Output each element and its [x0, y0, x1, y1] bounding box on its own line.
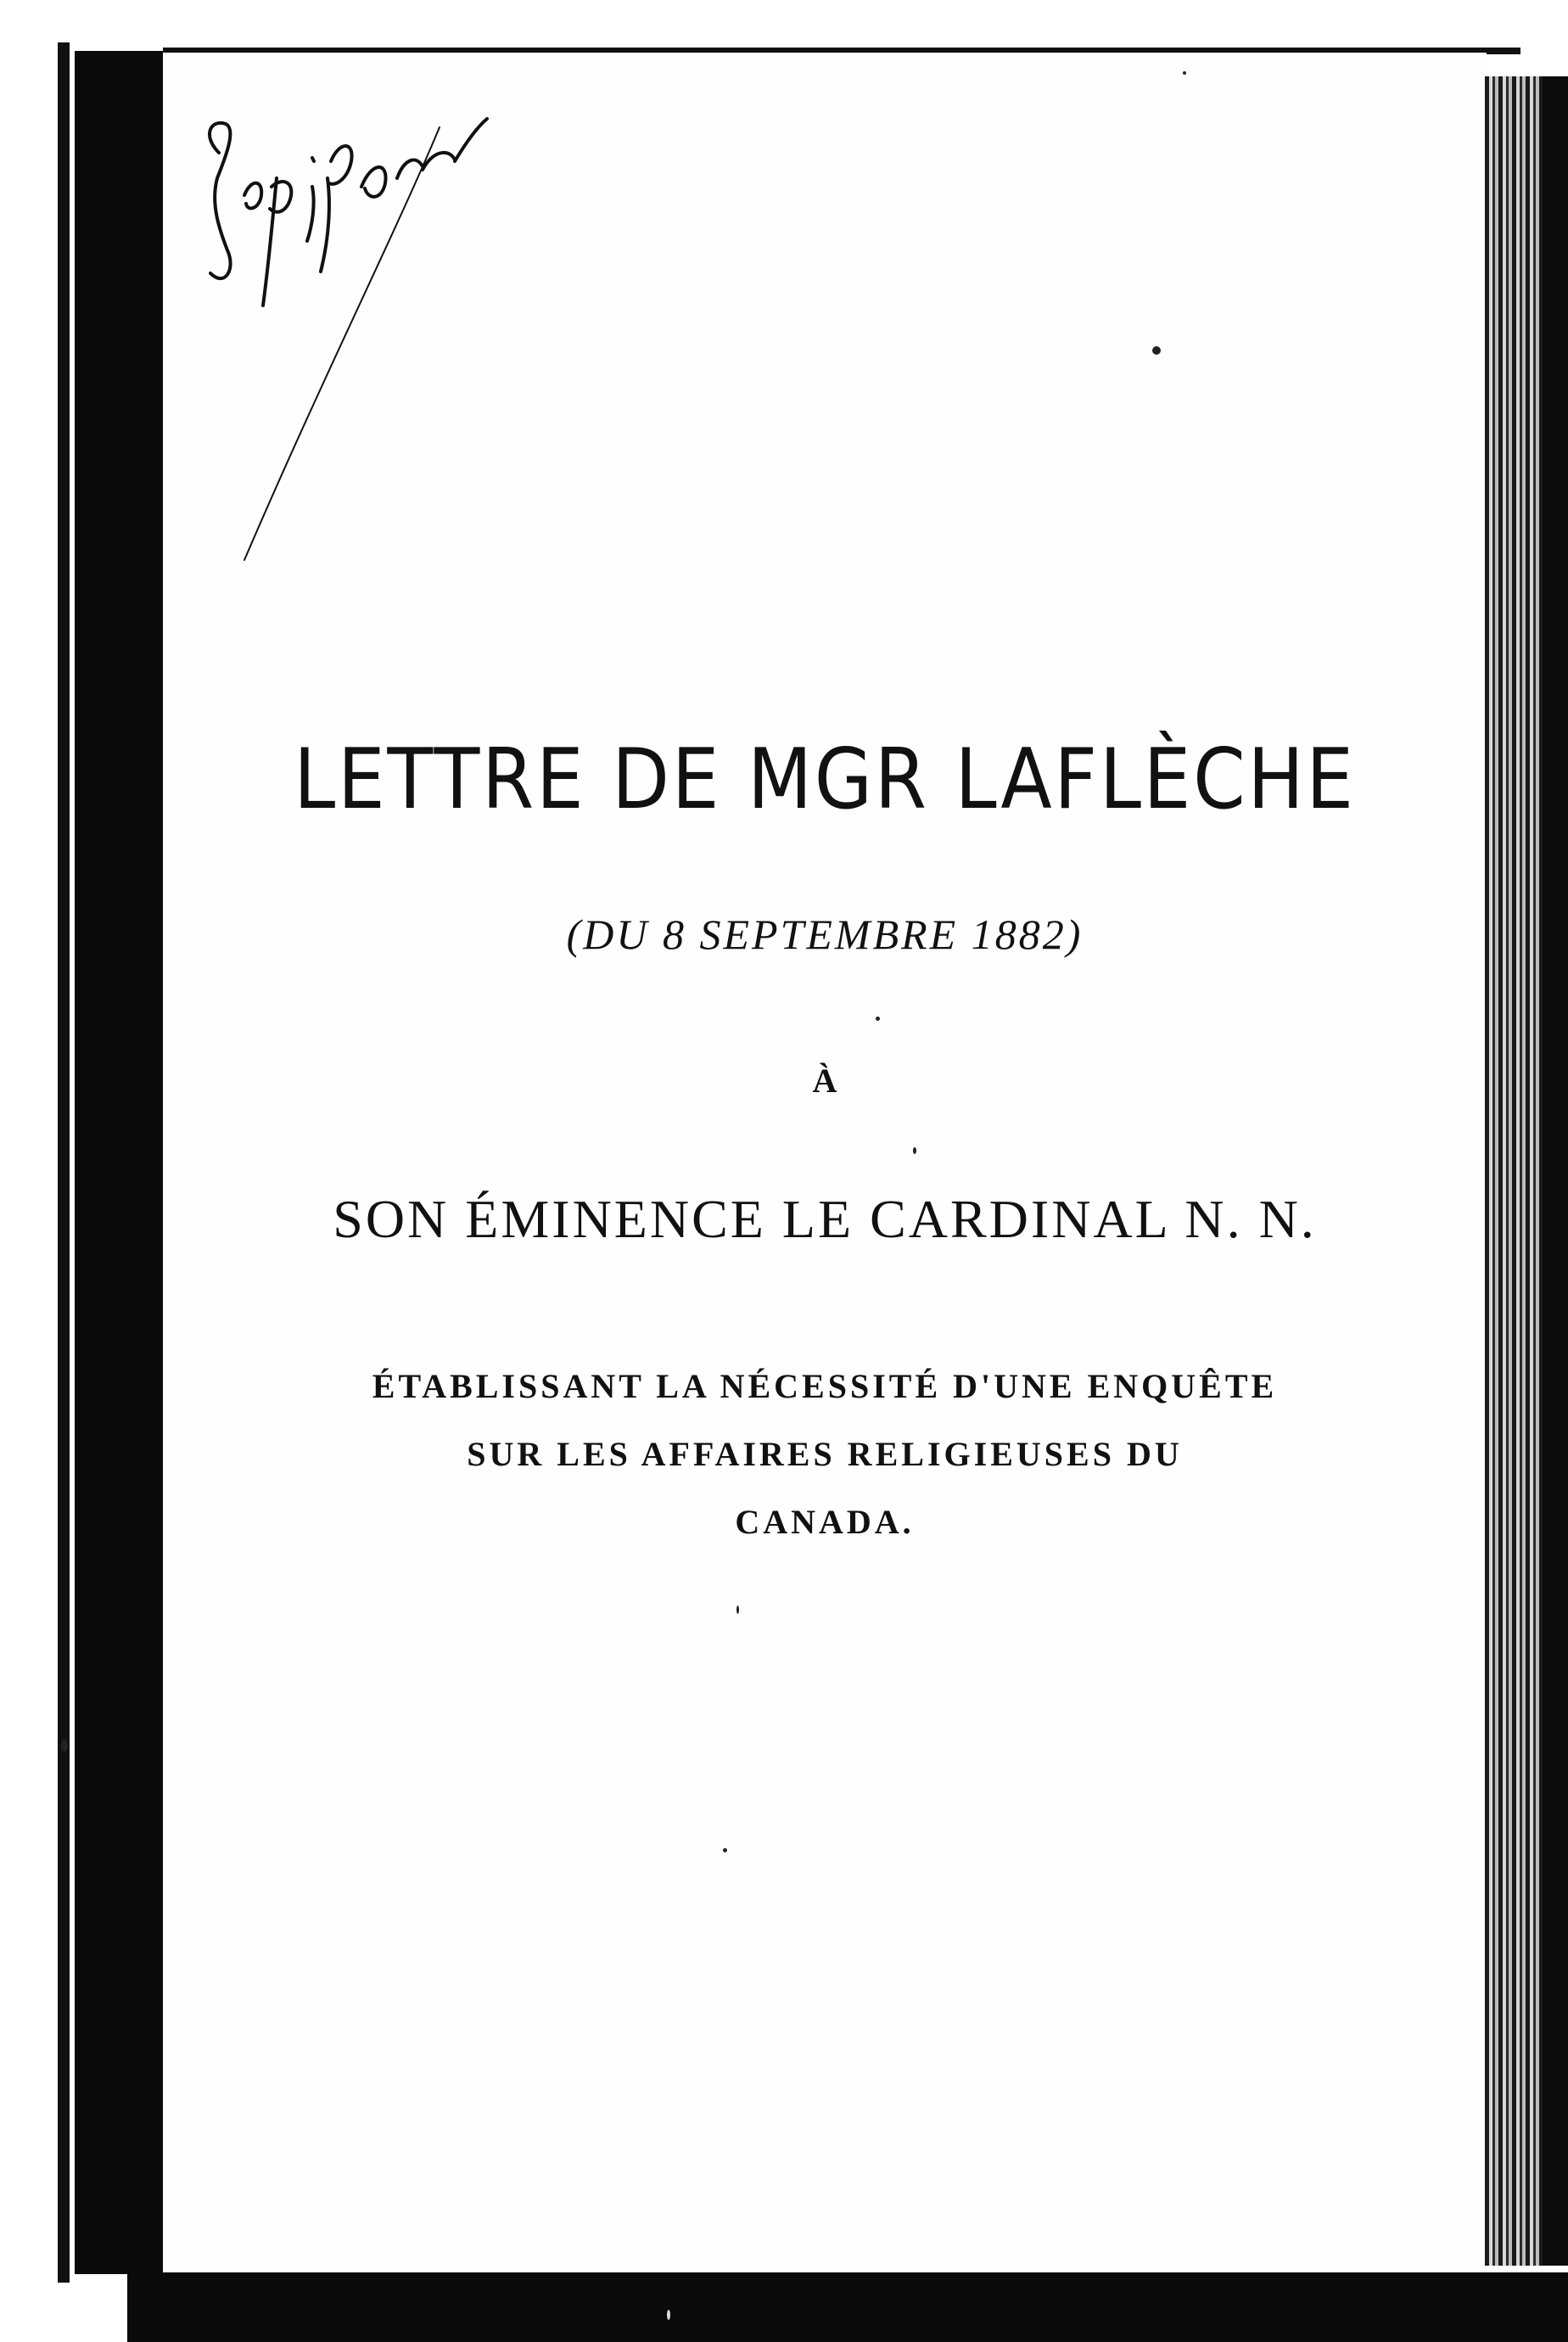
- scan-border-left: [58, 42, 70, 2283]
- subtitle-line-3: CANADA.: [735, 1503, 915, 1541]
- page-stack-edges: [1485, 76, 1544, 2266]
- subtitle-line-2: SUR LES AFFAIRES RELIGIEUSES DU: [467, 1435, 1183, 1473]
- scan-border-right: [1543, 76, 1568, 2266]
- preposition: À: [812, 1062, 837, 1100]
- handwritten-annotation: [185, 59, 490, 569]
- book-spine: [75, 51, 163, 2274]
- recipient-line: SON ÉMINENCE LE CARDINAL N. N.: [333, 1189, 1317, 1249]
- page-title: LETTRE DE MGR LAFLÈCHE: [294, 731, 1356, 828]
- date-line: (DU 8 SEPTEMBRE 1882): [566, 910, 1084, 958]
- subtitle-line-1: ÉTABLISSANT LA NÉCESSITÉ D'UNE ENQUÊTE: [372, 1367, 1278, 1405]
- scan-border-bottom: [127, 2272, 1568, 2342]
